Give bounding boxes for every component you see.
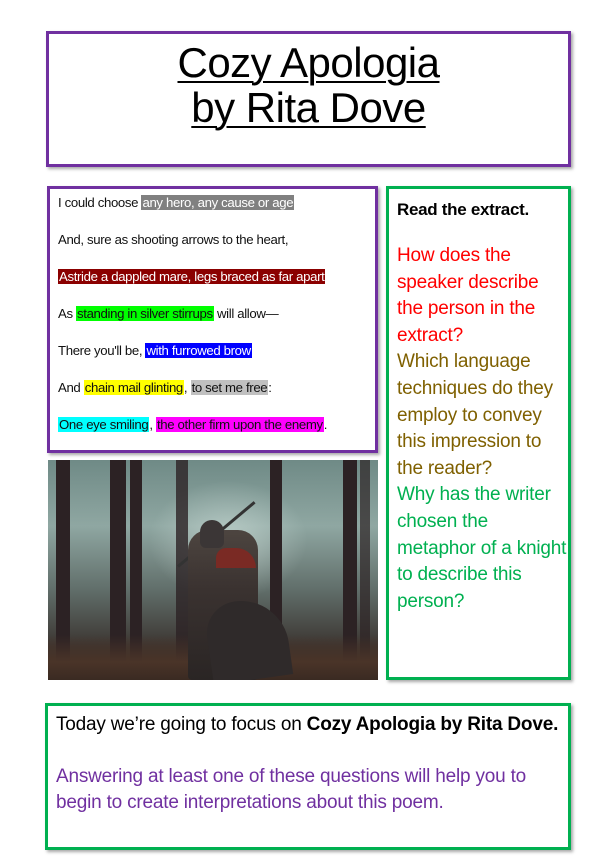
highlighted-phrase: standing in silver stirrups xyxy=(77,306,213,321)
poem-line xyxy=(58,343,375,359)
questions-list xyxy=(397,243,568,615)
poem-title: Cozy Apologia xyxy=(177,39,440,86)
poem-text: I could choose xyxy=(58,195,142,210)
poem-line xyxy=(58,380,375,396)
poem-text: And, sure as shooting arrows to the heart, xyxy=(58,232,289,247)
highlighted-phrase: chain mail glinting xyxy=(84,380,183,395)
poem-line xyxy=(58,195,375,211)
question-item: Why has the writer chosen the metaphor of a knight to describe this person? xyxy=(397,484,567,612)
highlighted-phrase: to set me free xyxy=(191,380,268,395)
poem-text: And xyxy=(58,380,84,395)
knight-helmet xyxy=(200,520,224,548)
questions-box xyxy=(386,186,571,680)
focus-note: Answering at least one of these questions will help you to begin to create interpretations about this poem. xyxy=(56,766,527,813)
poem-text: As xyxy=(58,306,77,321)
questions-heading: Read the extract. xyxy=(397,200,529,219)
highlighted-phrase: Astride a dappled mare, legs braced as far apart xyxy=(59,269,325,284)
poem-text: There you'll be, xyxy=(58,343,146,358)
highlighted-phrase: with furrowed brow xyxy=(146,343,251,358)
poem-line xyxy=(58,306,375,322)
poem-text: : xyxy=(268,380,272,395)
poem-text: . xyxy=(323,417,328,432)
poem-line xyxy=(58,232,375,248)
question-item: How does the speaker describe the person in the extract? xyxy=(397,245,539,346)
poem-line xyxy=(58,417,375,433)
poem-author: by Rita Dove xyxy=(191,84,426,131)
focus-poem-name: Cozy Apologia by Rita Dove. xyxy=(306,714,559,735)
focus-intro-text: Today we’re going to focus on xyxy=(56,714,307,735)
poem-text: , xyxy=(183,380,191,395)
poem-extract-box xyxy=(47,186,378,453)
title-box xyxy=(46,31,571,167)
highlighted-phrase: any hero, any cause or age xyxy=(142,195,294,210)
knight-forest-image xyxy=(48,460,378,680)
highlighted-phrase: the other firm upon the enemy xyxy=(156,417,323,432)
highlighted-phrase: One eye smiling xyxy=(59,417,149,432)
question-item: Which language techniques do they employ to convey this impression to the reader? xyxy=(397,351,553,479)
poem-line xyxy=(58,269,375,285)
poem-text: , xyxy=(149,417,156,432)
focus-box xyxy=(45,703,571,850)
poem-text: will allow— xyxy=(213,306,279,321)
focus-intro xyxy=(56,712,568,738)
